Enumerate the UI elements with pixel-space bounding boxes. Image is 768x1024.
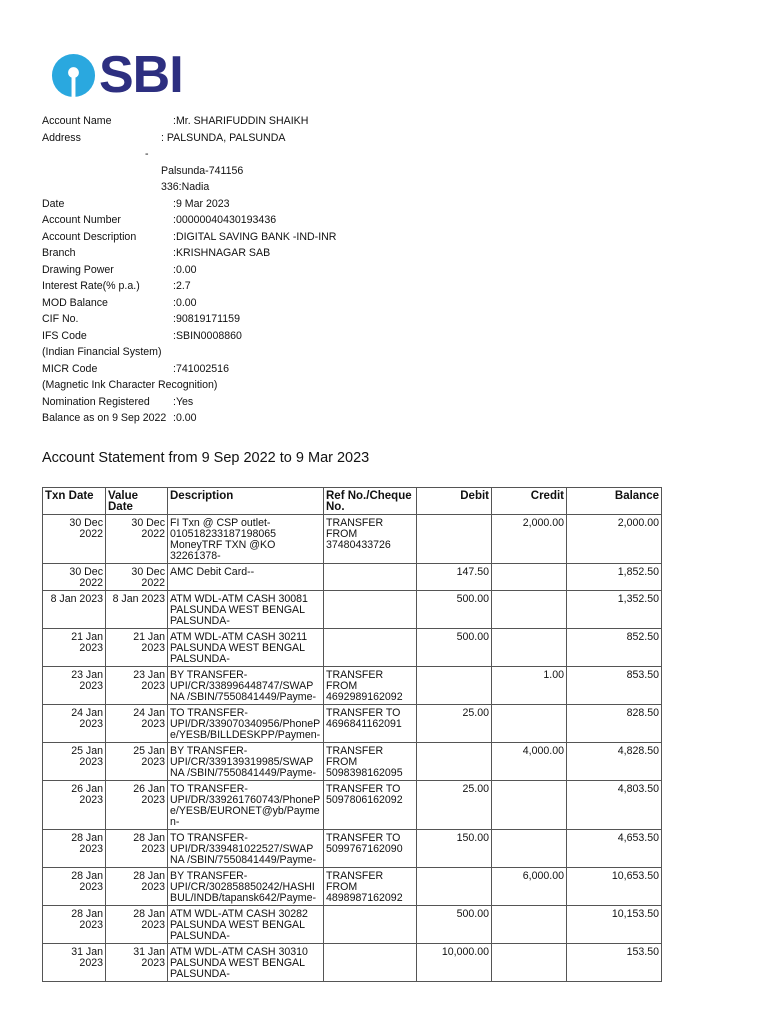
detail-label: IFS Code — [42, 329, 87, 342]
table-cell: 1,852.50 — [567, 564, 662, 591]
table-cell: 28 Jan 2023 — [106, 868, 168, 906]
detail-label: CIF No. — [42, 313, 79, 325]
detail-value: :Mr. SHARIFUDDIN SHAIKH — [173, 115, 309, 127]
table-cell: 26 Jan 2023 — [106, 781, 168, 830]
table-cell: 1.00 — [492, 667, 567, 705]
table-cell — [324, 944, 417, 982]
table-cell: TRANSFER TO 5099767162090 — [324, 830, 417, 868]
detail-label: Balance as on 9 Sep 2022 — [42, 412, 167, 424]
table-cell: TO TRANSFER- UPI/DR/339481022527/SWAP NA /SBIN/7550841449/Payme- — [168, 830, 324, 868]
table-cell: TRANSFER FROM 5098398162095 — [324, 743, 417, 781]
account-detail-row — [42, 344, 542, 361]
table-cell: 500.00 — [417, 906, 492, 944]
table-row — [43, 781, 662, 830]
table-cell: 24 Jan 2023 — [106, 705, 168, 743]
table-cell: 8 Jan 2023 — [43, 591, 106, 629]
table-header-row — [43, 488, 662, 515]
table-cell — [324, 564, 417, 591]
account-detail-row — [42, 196, 542, 213]
account-detail-row — [42, 146, 542, 163]
column-header: Credit — [492, 488, 567, 515]
table-cell: 21 Jan 2023 — [106, 629, 168, 667]
table-cell: 828.50 — [567, 705, 662, 743]
table-cell: BY TRANSFER- UPI/CR/339139319985/SWAP NA /SBIN/7550841449/Payme- — [168, 743, 324, 781]
account-detail-row — [42, 229, 542, 246]
column-header: Debit — [417, 488, 492, 515]
detail-value: Palsunda-741156 — [161, 164, 244, 177]
statement-title: Account Statement from 9 Sep 2022 to 9 Mar 2023 — [42, 450, 370, 466]
table-cell: 31 Jan 2023 — [106, 944, 168, 982]
detail-label: MICR Code — [42, 362, 98, 375]
account-detail-row — [42, 394, 542, 411]
table-cell: AMC Debit Card-- — [168, 564, 324, 591]
table-cell: TO TRANSFER- UPI/DR/339261760743/PhoneP e/YESB/EURONET@yb/Payme n- — [168, 781, 324, 830]
sbi-logo — [50, 46, 183, 104]
table-cell: BY TRANSFER- UPI/CR/302858850242/HASHI BUL/INDB/tapansk642/Payme- — [168, 868, 324, 906]
table-row — [43, 515, 662, 564]
table-cell: 28 Jan 2023 — [106, 830, 168, 868]
table-cell: 24 Jan 2023 — [43, 705, 106, 743]
account-detail-row — [42, 212, 542, 229]
detail-value: :0.00 — [173, 263, 197, 276]
table-row — [43, 564, 662, 591]
table-row — [43, 629, 662, 667]
table-cell: ATM WDL-ATM CASH 30310 PALSUNDA WEST BENGAL PALSUNDA- — [168, 944, 324, 982]
table-cell: 28 Jan 2023 — [43, 868, 106, 906]
table-cell: 25 Jan 2023 — [43, 743, 106, 781]
table-cell: 4,653.50 — [567, 830, 662, 868]
table-cell: TRANSFER TO 4696841162091 — [324, 705, 417, 743]
account-detail-row — [42, 410, 542, 427]
account-detail-row — [42, 328, 542, 345]
table-cell: 853.50 — [567, 667, 662, 705]
table-cell: 30 Dec 2022 — [43, 564, 106, 591]
sbi-keyhole-logo-icon — [50, 52, 97, 99]
table-cell — [417, 515, 492, 564]
table-cell: 2,000.00 — [492, 515, 567, 564]
detail-label: Address — [42, 131, 81, 144]
table-cell: 150.00 — [417, 830, 492, 868]
table-row — [43, 591, 662, 629]
table-cell — [417, 667, 492, 705]
detail-value: :SBIN0008860 — [173, 329, 242, 342]
detail-value: : PALSUNDA, PALSUNDA — [161, 131, 286, 144]
table-cell — [492, 705, 567, 743]
table-cell — [417, 868, 492, 906]
table-cell: 10,153.50 — [567, 906, 662, 944]
table-cell — [324, 591, 417, 629]
account-detail-row — [42, 262, 542, 279]
detail-value: :00000040430193436 — [173, 214, 277, 226]
column-header: Description — [168, 488, 324, 515]
detail-label: Drawing Power — [42, 263, 114, 276]
table-cell: 23 Jan 2023 — [106, 667, 168, 705]
table-cell: TRANSFER TO 5097806162092 — [324, 781, 417, 830]
account-detail-row — [42, 163, 542, 180]
detail-value: :9 Mar 2023 — [173, 197, 230, 210]
table-cell — [492, 906, 567, 944]
table-row — [43, 705, 662, 743]
account-detail-row — [42, 245, 542, 262]
table-cell: BY TRANSFER- UPI/CR/338996448747/SWAP NA /SBIN/7550841449/Payme- — [168, 667, 324, 705]
detail-value: :90819171159 — [173, 313, 240, 325]
table-cell: 500.00 — [417, 629, 492, 667]
detail-label: MOD Balance — [42, 296, 108, 309]
table-cell: 1,352.50 — [567, 591, 662, 629]
table-cell: 8 Jan 2023 — [106, 591, 168, 629]
detail-value: :Yes — [173, 395, 194, 408]
table-cell: FI Txn @ CSP outlet- 010518233187198065 MoneyTRF TXN @KO 32261378- — [168, 515, 324, 564]
table-cell — [492, 591, 567, 629]
table-cell: ATM WDL-ATM CASH 30282 PALSUNDA WEST BENGAL PALSUNDA- — [168, 906, 324, 944]
account-detail-row — [42, 278, 542, 295]
account-details — [42, 113, 542, 427]
detail-value: 336:Nadia — [161, 181, 210, 193]
table-cell: TO TRANSFER- UPI/DR/339070340956/PhoneP e/YESB/BILLDESKPP/Paymen- — [168, 705, 324, 743]
account-detail-row — [42, 113, 542, 130]
detail-label: (Magnetic Ink Character Recognition) — [42, 379, 218, 391]
table-cell: 30 Dec 2022 — [106, 515, 168, 564]
detail-label: Account Description — [42, 230, 137, 243]
table-cell: 2,000.00 — [567, 515, 662, 564]
table-cell — [492, 629, 567, 667]
table-cell: 852.50 — [567, 629, 662, 667]
table-cell: 153.50 — [567, 944, 662, 982]
table-cell: 28 Jan 2023 — [43, 906, 106, 944]
detail-value: :741002516 — [173, 362, 229, 375]
table-cell: TRANSFER FROM 4898987162092 — [324, 868, 417, 906]
column-header: Txn Date — [43, 488, 106, 515]
detail-label: Account Name — [42, 115, 112, 127]
table-cell: 25 Jan 2023 — [106, 743, 168, 781]
transactions-table — [42, 487, 662, 982]
table-cell — [492, 564, 567, 591]
account-detail-row — [42, 295, 542, 312]
table-cell — [492, 830, 567, 868]
table-cell: 30 Dec 2022 — [43, 515, 106, 564]
table-cell: 10,653.50 — [567, 868, 662, 906]
detail-value: :2.7 — [173, 280, 191, 292]
table-cell: 28 Jan 2023 — [43, 830, 106, 868]
account-detail-row — [42, 361, 542, 378]
table-row — [43, 667, 662, 705]
table-row — [43, 743, 662, 781]
table-cell: TRANSFER FROM 37480433726 — [324, 515, 417, 564]
table-cell: TRANSFER FROM 4692989162092 — [324, 667, 417, 705]
detail-label: (Indian Financial System) — [42, 346, 162, 358]
table-cell — [492, 781, 567, 830]
table-cell — [417, 743, 492, 781]
detail-value: :0.00 — [173, 296, 197, 309]
account-detail-row — [42, 311, 542, 328]
table-cell — [324, 906, 417, 944]
account-detail-row — [42, 377, 542, 394]
table-row — [43, 944, 662, 982]
table-row — [43, 868, 662, 906]
table-cell: 23 Jan 2023 — [43, 667, 106, 705]
table-cell: 25.00 — [417, 705, 492, 743]
table-cell — [324, 629, 417, 667]
detail-label: Date — [42, 197, 65, 210]
column-header: Balance — [567, 488, 662, 515]
detail-label: Branch — [42, 247, 76, 259]
detail-value: - — [145, 148, 149, 160]
table-cell: ATM WDL-ATM CASH 30081 PALSUNDA WEST BENGAL PALSUNDA- — [168, 591, 324, 629]
table-cell: 500.00 — [417, 591, 492, 629]
table-row — [43, 830, 662, 868]
detail-value: :DIGITAL SAVING BANK -IND-INR — [173, 230, 337, 243]
logo-text: SBI — [99, 46, 183, 104]
table-cell: 4,828.50 — [567, 743, 662, 781]
table-cell: 31 Jan 2023 — [43, 944, 106, 982]
detail-label: Nomination Registered — [42, 395, 150, 408]
table-cell: 30 Dec 2022 — [106, 564, 168, 591]
detail-label: Account Number — [42, 214, 121, 226]
table-cell: 26 Jan 2023 — [43, 781, 106, 830]
table-body — [43, 515, 662, 982]
column-header: Value Date — [106, 488, 168, 515]
table-row — [43, 906, 662, 944]
detail-value: :0.00 — [173, 412, 197, 424]
table-cell: 25.00 — [417, 781, 492, 830]
table-cell — [492, 944, 567, 982]
table-cell: 10,000.00 — [417, 944, 492, 982]
table-cell: 28 Jan 2023 — [106, 906, 168, 944]
table-cell: 4,803.50 — [567, 781, 662, 830]
table-cell: 147.50 — [417, 564, 492, 591]
table-cell: ATM WDL-ATM CASH 30211 PALSUNDA WEST BENGAL PALSUNDA- — [168, 629, 324, 667]
table-cell: 4,000.00 — [492, 743, 567, 781]
table-cell: 21 Jan 2023 — [43, 629, 106, 667]
detail-label: Interest Rate(% p.a.) — [42, 280, 140, 292]
column-header: Ref No./Cheque No. — [324, 488, 417, 515]
account-detail-row — [42, 179, 542, 196]
account-detail-row — [42, 130, 542, 147]
detail-value: :KRISHNAGAR SAB — [173, 247, 271, 259]
table-cell: 6,000.00 — [492, 868, 567, 906]
